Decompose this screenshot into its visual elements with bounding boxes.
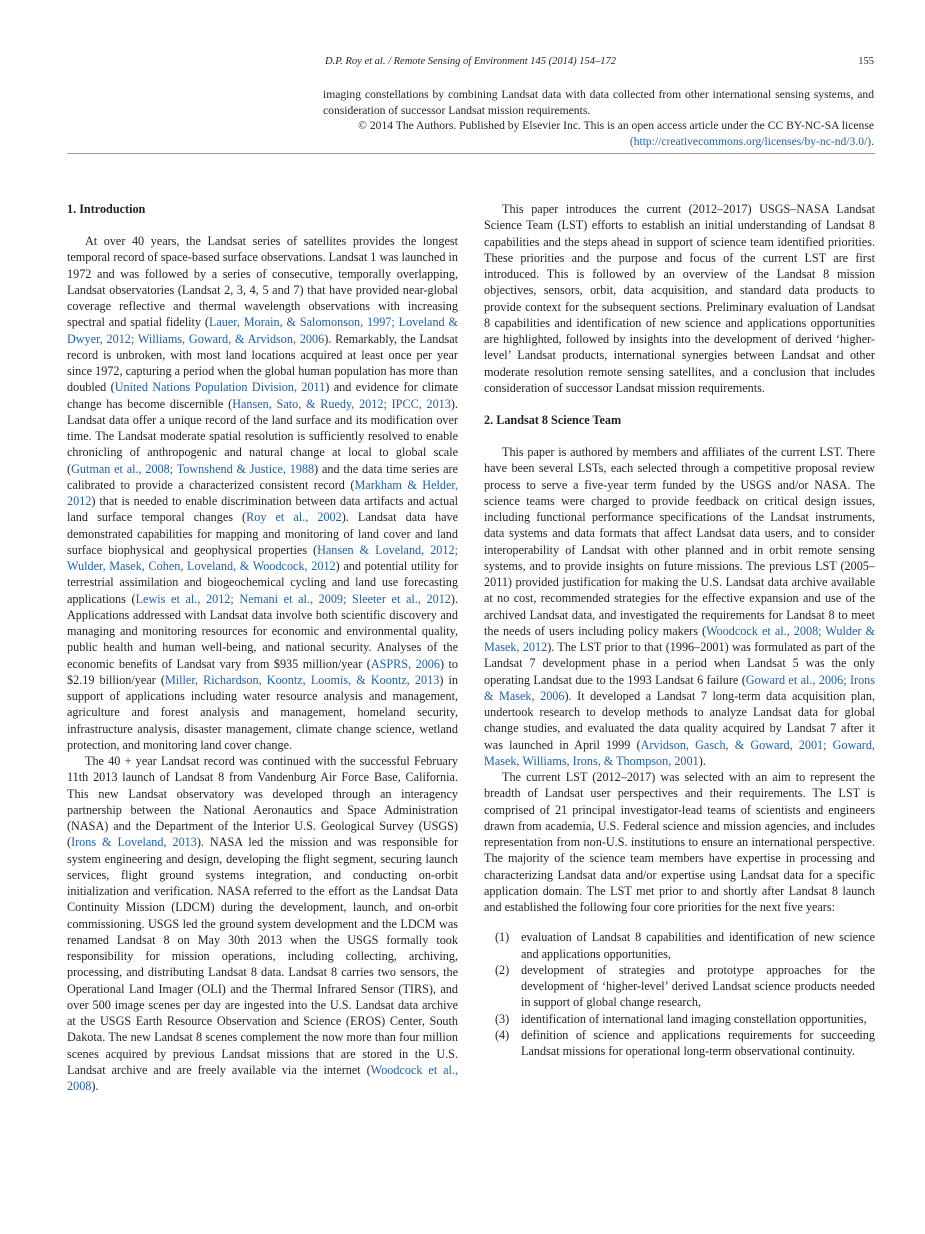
citation-link[interactable]: Hansen, Sato, & Ruedy, 2012; IPCC, 2013 [232, 396, 451, 411]
body-text: ) in support of applications including water resource analysis and management, agriculture and forest analysis and management, homeland security, infrastructure analysis, disaster management, climate change science, wetland protection, and monitoring land cover change. [67, 672, 458, 752]
running-title: D.P. Roy et al. / Remote Sensing of Environment 145 (2014) 154–172 [325, 56, 617, 67]
priority-number: (2) [495, 962, 510, 977]
body-text: ). NASA led the mission and was responsible for system engineering and design, developing the flight segment, securing launch services, flight ground systems integration, and conducting on-orbit initialization and verification. NASA referred to the effort as the Landsat Data Continuity Mission (LDCM) during the development, launch, and on-orbit commissioning. USGS led the ground system development and the LDCM was renamed Landsat 8 on May 30th 2013 when the USGS formally took responsibility for mission operations, including collecting, archiving, processing, and distributing Landsat 8 data. Landsat 8 carries two sensors, the Operational Land Imager (OLI) and the Thermal Infrared Sensor (TIRS), and over 500 image scenes per day are ingested into the U.S. Landsat data archive at the USGS Earth Resource Observation and Science (EROS) Center, South Dakota. The new Landsat 8 scenes complement the now more than four million scenes acquired by previous Landsat missions that are stored in the U.S. Landsat archive and are freely available via the internet ( [67, 835, 458, 1077]
copyright-end: . [871, 135, 874, 149]
citation-link[interactable]: Gutman et al., 2008; Townshend & Justice, 1988 [71, 461, 315, 476]
body-text: ). It developed a Landsat 7 long-term data acquisition plan, undertook research to develop methods to analyze Landsat data for global change studies, and evaluated the data quality acquired by Landsat 7 after it was launched in April 1999 ( [484, 688, 875, 752]
body-text: ). [698, 753, 706, 768]
citation-link[interactable]: Woodcock et al., 2008; Wulder & Masek, 2012 [484, 623, 875, 654]
body-text: The 40 + year Landsat record was continued with the successful February 11th 2013 launch of Landsat 8 from Vandenburg Air Force Base, California. This new Landsat observatory was developed through an interagency partnership between the National Aeronautics and Space Administration (NASA) and the Department of the Interior U.S. Geological Survey (USGS) ( [67, 754, 458, 850]
citation-link[interactable]: Roy et al., 2002 [246, 510, 342, 525]
body-text: ). The LST prior to that (1996–2001) was formulated as part of the Landsat 7 development phase in a period when Landsat 5 was the only operating Landsat due to the 1993 Landsat 6 failure ( [484, 640, 875, 687]
copyright-notice [323, 118, 874, 150]
body-text: ) and potential utility for terrestrial assimilation and biogeochemical cycling and land use forecasting applications ( [67, 559, 458, 606]
section-heading-science-team: 2. Landsat 8 Science Team [484, 413, 622, 427]
running-header [325, 56, 874, 72]
science-team-paragraph-2: The current LST (2012–2017) was selected with an aim to represent the breadth of Landsat user perspectives and their requirements. The LST is comprised of 21 principal investigator-lead teams of scientists and engineers drawn from academia, U.S. Federal science and mission agencies, and includes representation from non-U.S. institutions to ensure an international perspective. The majority of the science team members have expertise in processing and characterizing Landsat data and/or expertise using Landsat data for a specific application domain. The LST met prior to and shortly after Landsat 8 launch and established the following four core priorities for the next five years: [484, 770, 875, 914]
body-text: ). [91, 1079, 99, 1093]
intro-paragraph-3: This paper introduces the current (2012–2017) USGS–NASA Landsat Science Team (LST) efforts to establish an initial understanding of Landsat 8 capabilities and the steps ahead in support of science team identified priorities. These priorities and the purpose and focus of the current LST are first introduced. This is followed by an overview of the Landsat 8 mission objectives, sensors, orbit, data acquisition, and standard data products to provide context for the subsequent sections. Preliminary evaluation of Landsat 8 capabilities and identification of new science and applications opportunities are highlighted, followed by insights into the development of derived ‘higher-level’ Landsat products, international synergies between Landsat and other moderate resolution remote sensing satellites, and a conclusion that includes consideration of successor Landsat mission requirements. [484, 202, 875, 395]
body-text: ) to $2.19 billion/year ( [67, 656, 458, 687]
abstract-tail-text: imaging constellations by combining Landsat data with data collected from other international sensing systems, and consideration of successor Landsat mission requirements. [323, 88, 874, 118]
intro-paragraph-1 [67, 233, 458, 753]
body-text: ) and evidence for climate change has become discernible ( [67, 380, 458, 411]
priorities-list [484, 929, 875, 1059]
priority-item [484, 929, 875, 962]
citation-link[interactable]: ASPRS, 2006 [370, 656, 440, 671]
priority-text: definition of science and applications requirements for succeeding Landsat missions for operational long-term observational continuity. [521, 1027, 875, 1058]
priority-number: (4) [495, 1027, 510, 1042]
citation-link[interactable]: Irons & Loveland, 2013 [71, 835, 197, 850]
citation-link[interactable]: Lewis et al., 2012; Nemani et al., 2009; Sleeter et al., 2012 [135, 591, 451, 606]
page-number: 155 [858, 56, 874, 67]
citation-link[interactable]: Lauer, Morain, & Salomonson, 1997; Loveland & Dwyer, 2012; Williams, Goward, & Arvidson, 2006 [67, 315, 458, 346]
priority-text: identification of international land imaging constellation opportunities, [521, 1011, 867, 1026]
body-text: ). Applications addressed with Landsat data involve both scientific discovery and managing and monitoring resources for economic and environmental quality, public health and human well-being, and national security. Analyses of the economic benefits of Landsat vary from $935 million/year ( [67, 591, 459, 671]
citation-link[interactable]: Miller, Richardson, Koontz, Loomis, & Koontz, 2013 [164, 672, 440, 687]
intro-paragraph-2 [67, 753, 458, 1094]
citation-link[interactable]: United Nations Population Division, 2011 [114, 380, 326, 395]
body-text: ) that is needed to enable discrimination between data artifacts and actual land surface temporal changes ( [67, 494, 458, 525]
abstract-tail [323, 87, 874, 119]
science-team-paragraph-1 [484, 444, 875, 769]
priority-item [484, 1027, 875, 1060]
citation-link[interactable]: Markham & Helder, 2012 [67, 477, 459, 508]
license-link[interactable]: (http://creativecommons.org/licenses/by-nc-nd/3.0/) [629, 135, 872, 149]
body-text: ) and the data time series are calibrated to provide a characterized consistent record ( [67, 461, 459, 492]
citation-link[interactable]: Arvidson, Gasch, & Goward, 2001; Goward, Masek, Williams, Irons, & Thompson, 2001 [484, 737, 875, 768]
citation-link[interactable]: Woodcock et al., 2008 [67, 1062, 459, 1093]
citation-link[interactable]: Goward et al., 2006; Irons & Masek, 2006 [484, 672, 875, 703]
copyright-text: © 2014 The Authors. Published by Elsevier Inc. This is an open access article under the CC BY-NC-SA license [358, 119, 874, 132]
section-heading-introduction: 1. Introduction [67, 202, 146, 216]
body-text: ). Landsat data offer a unique record of the land surface and its modification over time. The Landsat moderate spatial resolution is sufficiently resolved to enable chronicling of anthropogenic and natural change at local to global scale ( [67, 396, 458, 476]
priority-item [484, 962, 875, 1011]
right-column [484, 201, 875, 1059]
priority-item [484, 1011, 875, 1027]
body-text: ). Landsat data have demonstrated capabilities for mapping and monitoring of land cover and land surface biophysical and geophysical properties ( [67, 510, 458, 557]
priority-text: development of strategies and prototype approaches for the development of ‘higher-level’ derived Landsat science products needed in support of global change research, [521, 962, 875, 1010]
citation-link[interactable]: Hansen & Loveland, 2012; Wulder, Masek, Cohen, Loveland, & Woodcock, 2012 [67, 542, 458, 573]
body-text: This paper is authored by members and affiliates of the current LST. There have been several LSTs, each selected through a competitive proposal review process to serve a five-year term funded by the USGS and/or NASA. The science teams were charged to provide feedback on critical design issues, including functional performance specifications of the Landsat instruments, data systems and data formats that affect Landsat data users, and to consider interoperability of Landsat with other planned and in orbit remote sensing systems, and to provide insights on future missions. The previous LST (2005–2011) provided justification for making the U.S. Landsat data archive available at no cost, recommended strategies for the effective expansion and use of the archived Landsat data, and investigated the requirements for Landsat 8 to meet the needs of users including policy makers ( [484, 445, 875, 638]
priority-number: (1) [495, 930, 510, 945]
header-divider [67, 153, 875, 154]
priority-text: evaluation of Landsat 8 capabilities and identification of new science and applications opportunities, [521, 930, 875, 961]
body-text: At over 40 years, the Landsat series of satellites provides the longest temporal record of space-based surface observations. Landsat 1 was launched in 1972 and was followed by a series of consecutive, temporally overlapping, Landsat observatories (Landsat 2, 3, 4, 5 and 7) that have provided near-global coverage reflective and thermal wavelength observations with increasing spectral and spatial fidelity ( [67, 234, 458, 330]
left-column [67, 201, 458, 1094]
priority-number: (3) [495, 1011, 510, 1026]
body-text: ). Remarkably, the Landsat record is unbroken, with most land locations acquired at least once per year since 1972, capturing a period when the global human population has more than doubled ( [67, 331, 458, 395]
